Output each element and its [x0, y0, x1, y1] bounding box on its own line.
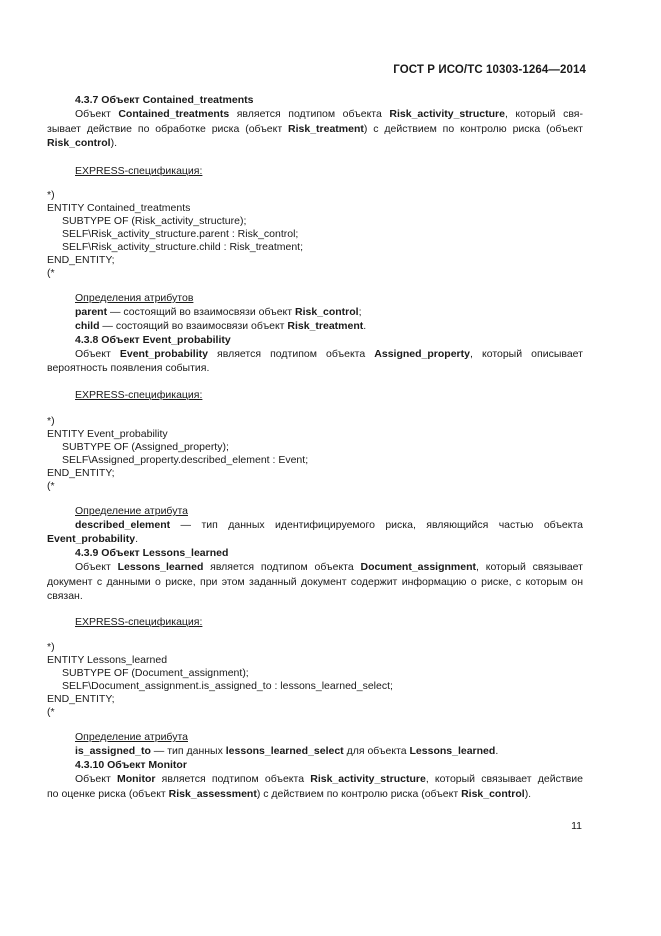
attribute-definition: Event_probability. [47, 533, 139, 545]
attributes-title: Определения атрибутов [75, 292, 194, 304]
code-line: ENTITY Event_probability [47, 428, 168, 440]
paragraph-line: зывает действие по обработке риска (объект Risk_treatment) с действием по контролю риска (объект [47, 123, 583, 135]
paragraph-line: Объект Event_probability является подтипом объекта Assigned_property, который описывает [75, 348, 583, 360]
paragraph-line: документ с данными о риске, при этом заданный документ содержит информацию о риске, с которым он [47, 576, 583, 588]
express-spec-label: EXPRESS-спецификация: [75, 389, 203, 401]
attribute-definition: child — состоящий во взаимосвязи объект Risk_treatment. [75, 320, 367, 332]
attributes-title: Определение атрибута [75, 731, 188, 743]
code-line: ENTITY Lessons_learned [47, 654, 168, 666]
code-line: SELF\Assigned_property.described_element : Event; [62, 454, 309, 466]
code-line: SELF\Document_assignment.is_assigned_to : lessons_learned_select; [62, 680, 393, 692]
section-heading-4-3-8: 4.3.8 Объект Event_probability [75, 334, 231, 346]
paragraph-line: связан. [47, 590, 83, 602]
code-line: (* [47, 267, 55, 279]
paragraph-line: Объект Lessons_learned является подтипом объекта Document_assignment, который связывает [75, 561, 583, 573]
document-header: ГОСТ Р ИСО/ТС 10303-1264—2014 [393, 64, 586, 76]
code-line: (* [47, 480, 55, 492]
code-line: SELF\Risk_activity_structure.child : Risk_treatment; [62, 241, 303, 253]
paragraph-line: вероятность появления события. [47, 362, 210, 374]
code-line: *) [47, 641, 55, 653]
attribute-definition: is_assigned_to — тип данных lessons_learned_select для объекта Lessons_learned. [75, 745, 499, 757]
attributes-title: Определение атрибута [75, 505, 188, 517]
code-line: END_ENTITY; [47, 254, 115, 266]
section-heading-4-3-10: 4.3.10 Объект Monitor [75, 759, 187, 771]
code-line: SUBTYPE OF (Assigned_property); [62, 441, 229, 453]
section-heading-4-3-9: 4.3.9 Объект Lessons_learned [75, 547, 229, 559]
paragraph-line: Объект Monitor является подтипом объекта Risk_activity_structure, который связывает действие [75, 773, 583, 785]
code-line: ENTITY Contained_treatments [47, 202, 191, 214]
code-line: SUBTYPE OF (Risk_activity_structure); [62, 215, 247, 227]
code-line: SUBTYPE OF (Document_assignment); [62, 667, 249, 679]
page-number: 11 [571, 820, 582, 832]
code-line: END_ENTITY; [47, 693, 115, 705]
code-line: SELF\Risk_activity_structure.parent : Risk_control; [62, 228, 299, 240]
paragraph-line: Объект Contained_treatments является подтипом объекта Risk_activity_structure, который свя- [75, 108, 583, 120]
attribute-definition: described_element — тип данных идентифицируемого риска, являющийся частью объекта [75, 519, 583, 531]
code-line: END_ENTITY; [47, 467, 115, 479]
code-line: *) [47, 415, 55, 427]
section-heading-4-3-7: 4.3.7 Объект Contained_treatments [75, 94, 254, 106]
attribute-definition: parent — состоящий во взаимосвязи объект Risk_control; [75, 306, 362, 318]
code-line: *) [47, 189, 55, 201]
paragraph-line: Risk_control). [47, 137, 118, 149]
paragraph-line: по оценке риска (объект Risk_assessment) с действием по контролю риска (объект Risk_control). [47, 788, 532, 800]
express-spec-label: EXPRESS-спецификация: [75, 165, 203, 177]
code-line: (* [47, 706, 55, 718]
express-spec-label: EXPRESS-спецификация: [75, 616, 203, 628]
